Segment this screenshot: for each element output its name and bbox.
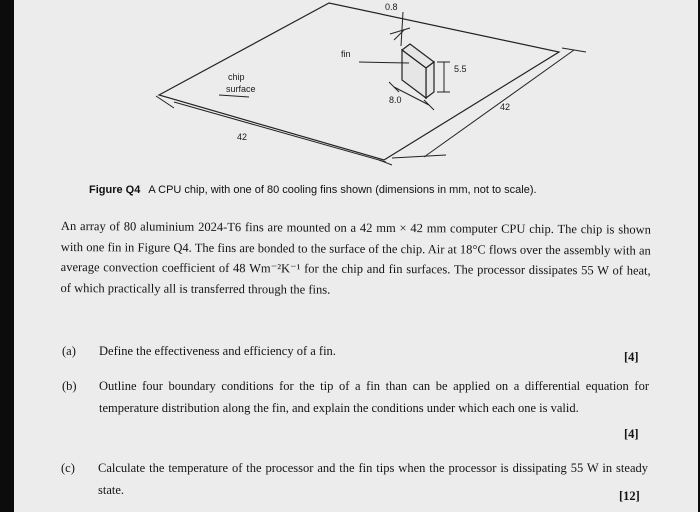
question-c-marks: [12] [619, 489, 640, 503]
bottom-side-dimension [156, 96, 392, 165]
thickness-label: 0.8 [385, 2, 398, 12]
chip-surface-plate [159, 3, 559, 160]
chip-surface-leader [219, 95, 249, 97]
fin-label: fin [341, 49, 351, 59]
question-a [62, 340, 652, 364]
cpu-fin-diagram [14, 0, 698, 180]
chip-label: chip [228, 72, 245, 82]
height-dimension [437, 62, 450, 92]
question-b-label: (b) [62, 379, 77, 393]
bottom-side-label: 42 [237, 132, 248, 142]
question-b [62, 375, 652, 447]
exam-paper [14, 0, 698, 512]
question-b-marks: [4] [624, 427, 639, 441]
figure-caption-text: A CPU chip, with one of 80 cooling fins shown (dimensions in mm, not to scale). [148, 184, 537, 196]
right-side-label: 42 [500, 102, 511, 112]
question-a-label: (a) [62, 344, 76, 358]
question-c [61, 457, 651, 507]
length-label: 8.0 [389, 95, 402, 105]
figure-label: Figure Q4 [89, 184, 141, 196]
question-c-text: Calculate the temperature of the processor and the fin tips when the processor is dissipating 55 W in steady state. [98, 461, 648, 497]
problem-statement: An array of 80 aluminium 2024-T6 fins are mounted on a 42 mm × 42 mm computer CPU chip. The chip is shown with one fin in Figure Q4. The fins are bonded to the surface of the chip. Air at 18°C flows over the assembly with an average convection coefficient of 48 Wm⁻²K⁻¹ for the chip and fin surfaces. The processor dissipates 55 W of heat, of which practically all is transferred through the fins. [60, 218, 651, 297]
surface-label: surface [226, 84, 256, 94]
question-a-marks: [4] [624, 350, 639, 364]
height-label: 5.5 [454, 64, 467, 74]
fin-shape [402, 44, 434, 98]
question-b-text: Outline four boundary conditions for the tip of a fin than can be applied on a differential equation for temperature distribution along the fin, and explain the conditions under which each one is valid. [99, 379, 649, 415]
figure-caption [89, 184, 537, 196]
question-c-label: (c) [61, 461, 75, 475]
question-a-text: Define the effectiveness and efficiency of a fin. [99, 344, 336, 358]
